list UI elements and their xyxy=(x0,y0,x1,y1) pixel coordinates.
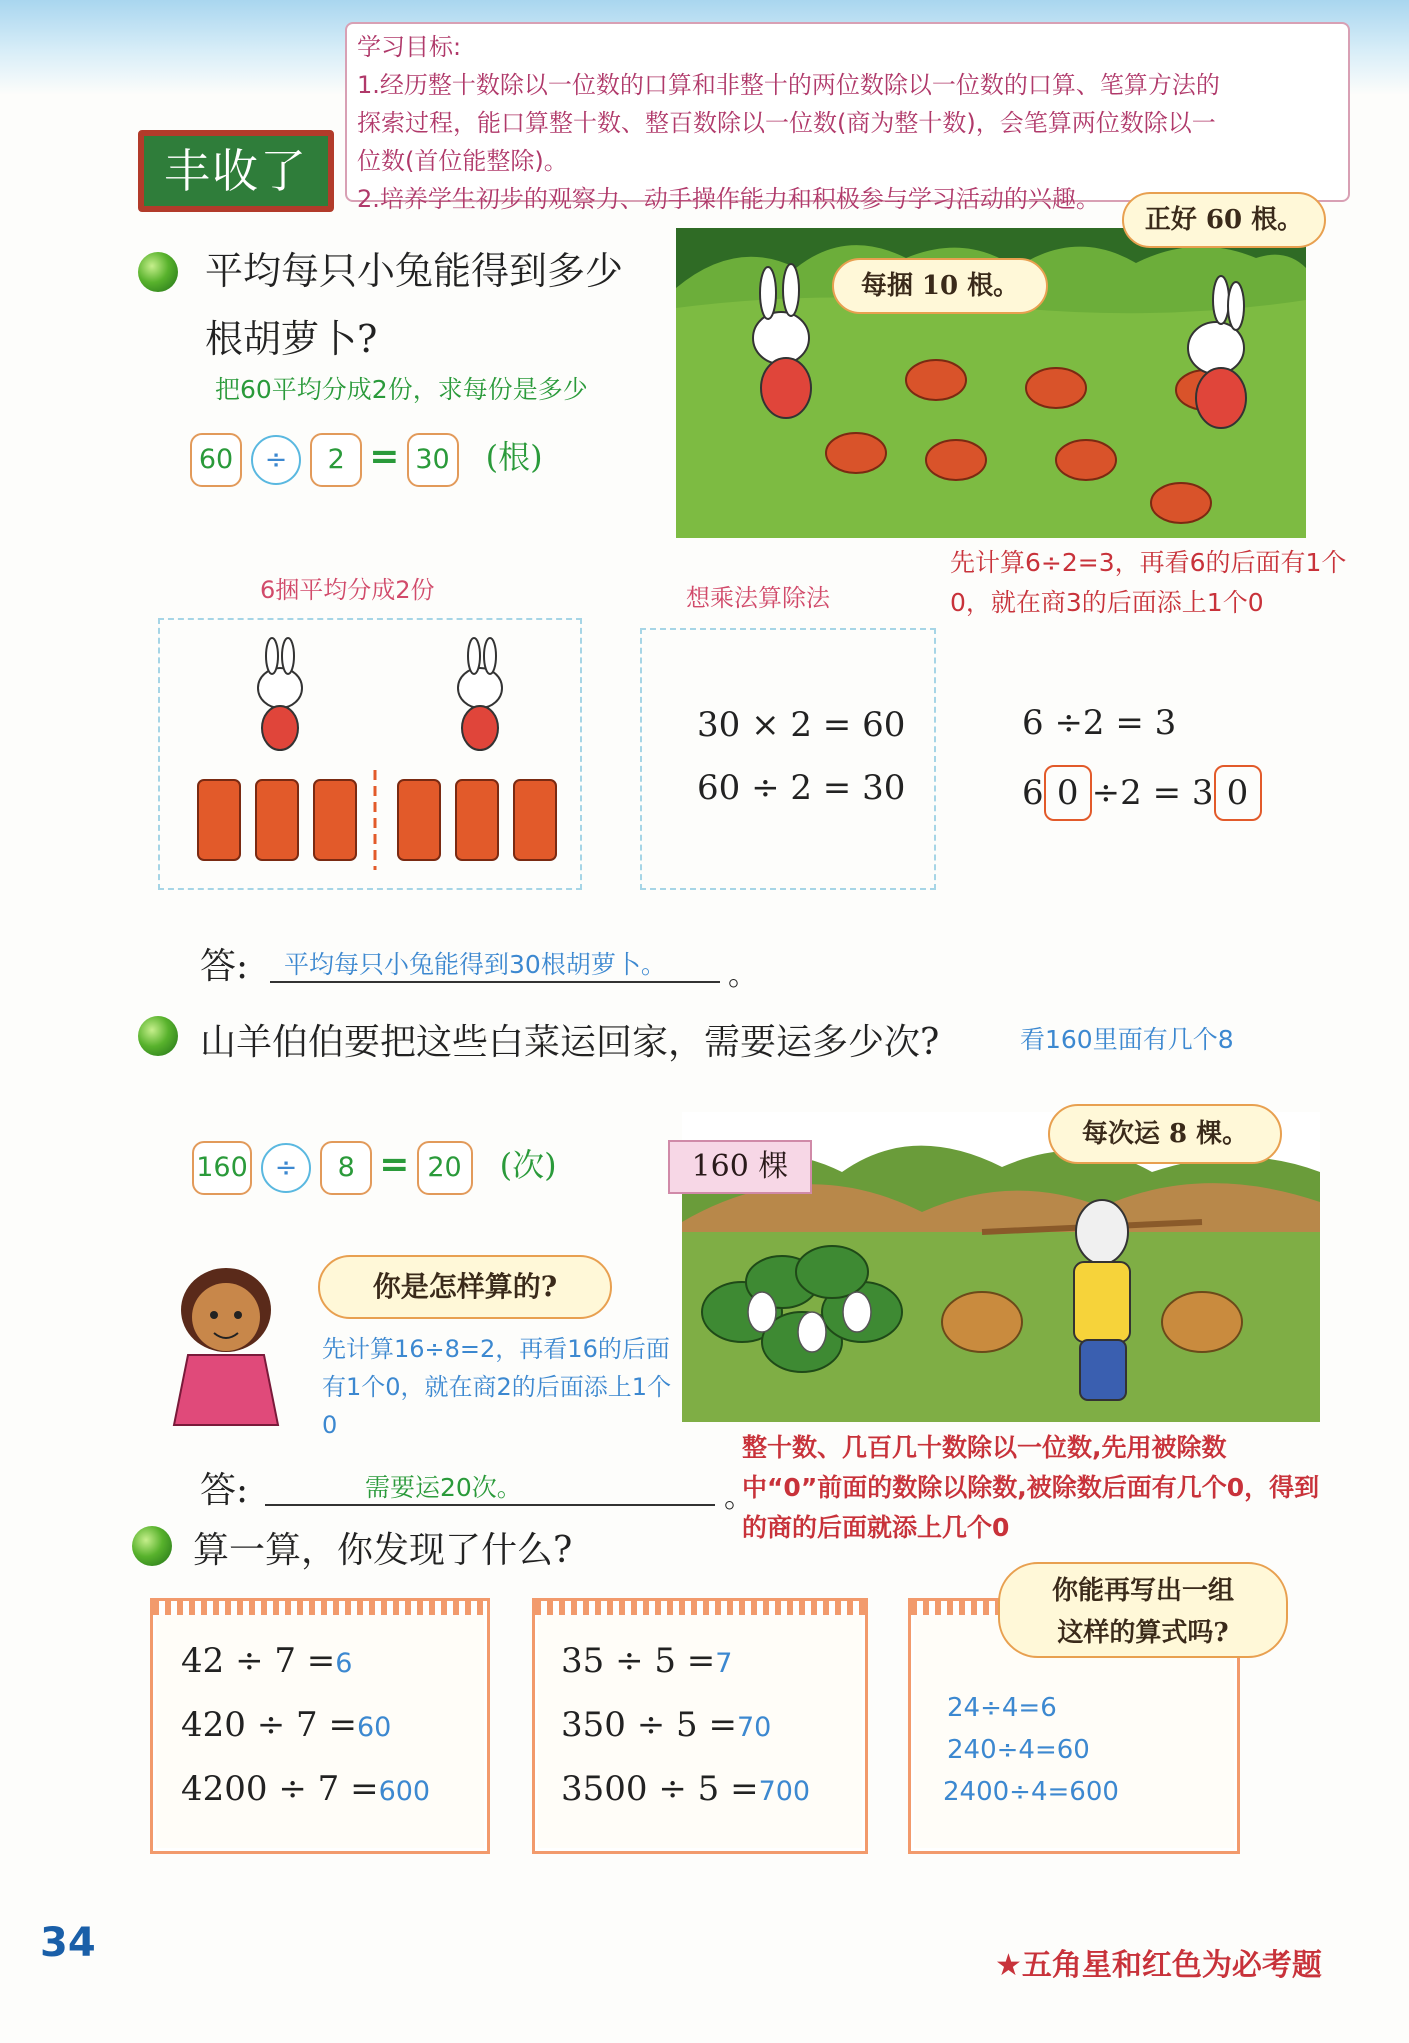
q1-red-note: 先计算6÷2=3，再看6的后面有1个0，就在商3的后面添上1个0 xyxy=(950,548,1347,617)
section-badge: 丰收了 xyxy=(138,130,334,212)
q2-answer-text: 需要运20次。 xyxy=(365,1473,522,1502)
card-perforation xyxy=(153,1601,487,1615)
goals-line-2: 探索过程，能口算整十数、整百数除以一位数(商为整十数)，会笔算两位数除以一 xyxy=(357,109,1216,137)
card1-row1 xyxy=(181,1641,352,1681)
divide-sign: ÷ xyxy=(251,435,301,485)
mul-line: 30 × 2 = 60 xyxy=(697,705,906,745)
q2-answer-label: 答: xyxy=(200,1470,249,1511)
goals-line-4: 2.培养学生初步的观察力、动手操作能力和积极参与学习活动的兴趣。 xyxy=(357,185,1100,213)
calc-card-1 xyxy=(150,1598,490,1854)
card1-expr: 4200 ÷ 7 = xyxy=(181,1769,379,1809)
speech-bubble-left: 每捆 10 根。 xyxy=(832,258,1048,314)
page-number: 34 xyxy=(40,1920,96,1966)
q1-line1: 平均每只小兔能得到多少 xyxy=(205,249,624,293)
card3-speech-bubble xyxy=(998,1562,1288,1658)
card1-value: 60 xyxy=(356,1712,392,1743)
q2-equation xyxy=(192,1140,557,1195)
split-label: 6捆平均分成2份 xyxy=(260,576,435,604)
bullet-icon xyxy=(138,1016,178,1056)
card-perforation xyxy=(535,1601,865,1615)
divisor-box: 2 xyxy=(310,433,362,487)
card2-value: 70 xyxy=(736,1712,772,1743)
card2-value: 700 xyxy=(758,1776,811,1807)
digit-six: 6 xyxy=(1022,773,1044,813)
bundles-illustration xyxy=(160,620,580,888)
learning-goals-box xyxy=(345,22,1350,213)
card2-expr: 3500 ÷ 5 = xyxy=(561,1769,759,1809)
card2-row2 xyxy=(561,1705,771,1745)
card1-value: 6 xyxy=(335,1648,353,1679)
footer-note: ★五角星和红色为必考题 xyxy=(995,1948,1322,1983)
girl-illustration xyxy=(148,1255,298,1435)
card1-expr: 420 ÷ 7 = xyxy=(181,1705,357,1745)
bubble-line-1: 你能再写出一组 xyxy=(1051,1576,1234,1606)
q2-rule-head: 整十数、几百几十数除以一位数,先用被除数 xyxy=(742,1433,1227,1462)
oral-div-rest: ÷2 = 3 xyxy=(1091,773,1214,813)
dividend-box: 160 xyxy=(192,1141,252,1195)
card1-row2 xyxy=(181,1705,391,1745)
q2-question: 山羊伯伯要把这些白菜运回家，需要运多少次? xyxy=(200,1022,940,1063)
oral-calc-line2 xyxy=(1022,765,1262,821)
goat-speech-bubble: 每次运 8 棵。 xyxy=(1048,1104,1282,1164)
card1-row3 xyxy=(181,1769,430,1809)
equals-sign: = xyxy=(369,436,400,477)
q1-hint: 把60平均分成2份，求每份是多少 xyxy=(215,375,588,404)
zero-box-quotient: 0 xyxy=(1214,765,1262,821)
card1-value: 600 xyxy=(378,1776,431,1807)
divisor-box: 8 xyxy=(320,1141,372,1195)
equals-sign: = xyxy=(379,1144,410,1185)
card2-expr: 350 ÷ 5 = xyxy=(561,1705,737,1745)
divide-sign: ÷ xyxy=(261,1143,311,1193)
cabbage-count-sign: 160 棵 xyxy=(668,1140,812,1194)
calc-card-2 xyxy=(532,1598,868,1854)
q1-answer-label: 答: xyxy=(200,946,249,987)
bubble-line-2: 这样的算式吗? xyxy=(1057,1618,1229,1648)
zero-box-dividend: 0 xyxy=(1044,765,1092,821)
card2-row1 xyxy=(561,1641,732,1681)
result-box: 20 xyxy=(417,1141,473,1195)
dividend-box: 60 xyxy=(190,433,242,487)
bullet-icon xyxy=(132,1526,172,1566)
speech-bubble-right: 正好 60 根。 xyxy=(1122,192,1326,248)
unit-label: (根) xyxy=(485,438,543,476)
split-diagram-box xyxy=(158,618,582,890)
goals-title: 学习目标: xyxy=(357,33,462,61)
card3-row1: 24÷4=6 xyxy=(947,1693,1057,1723)
card3-row2: 240÷4=60 xyxy=(947,1735,1090,1765)
mul-label: 想乘法算除法 xyxy=(686,584,830,612)
card2-value: 7 xyxy=(715,1648,733,1679)
q1-answer-end: 。 xyxy=(728,958,758,993)
q1-equation xyxy=(190,432,543,487)
goals-line-1: 1.经历整十数除以一位数的口算和非整十的两位数除以一位数的口算、笔算方法的 xyxy=(357,71,1220,99)
q1-answer-line xyxy=(270,945,720,983)
div-line: 60 ÷ 2 = 30 xyxy=(697,768,906,808)
girl-note: 先计算16÷8=2，再看16的后面有1个0，就在商2的后面添上1个0 xyxy=(322,1335,672,1439)
card3-row3: 2400÷4=600 xyxy=(943,1777,1119,1807)
q1-answer-text: 平均每只小兔能得到30根胡萝卜。 xyxy=(284,950,666,979)
girl-speech-bubble: 你是怎样算的? xyxy=(318,1255,612,1319)
card2-expr: 35 ÷ 5 = xyxy=(561,1641,716,1681)
q2-rule: 中“0”前面的数除以除数,被除数后面有几个0，得到的商的后面就添上几个0 xyxy=(742,1473,1320,1542)
goals-line-3: 位数(首位能整除)。 xyxy=(357,147,568,175)
card2-row3 xyxy=(561,1769,810,1809)
q2-answer-line xyxy=(265,1468,715,1506)
result-box: 30 xyxy=(407,433,459,487)
oral-calc-line1: 6 ÷2 = 3 xyxy=(1022,703,1177,743)
card1-expr: 42 ÷ 7 = xyxy=(181,1641,336,1681)
bullet-icon xyxy=(138,252,178,292)
q2-hint: 看160里面有几个8 xyxy=(1020,1025,1234,1054)
q2-answer-end: 。 xyxy=(724,1480,754,1515)
q1-line2: 根胡萝卜? xyxy=(205,317,378,361)
unit-label: (次) xyxy=(499,1146,557,1184)
mul-check-box xyxy=(640,628,936,890)
q3-question: 算一算，你发现了什么? xyxy=(193,1530,573,1571)
